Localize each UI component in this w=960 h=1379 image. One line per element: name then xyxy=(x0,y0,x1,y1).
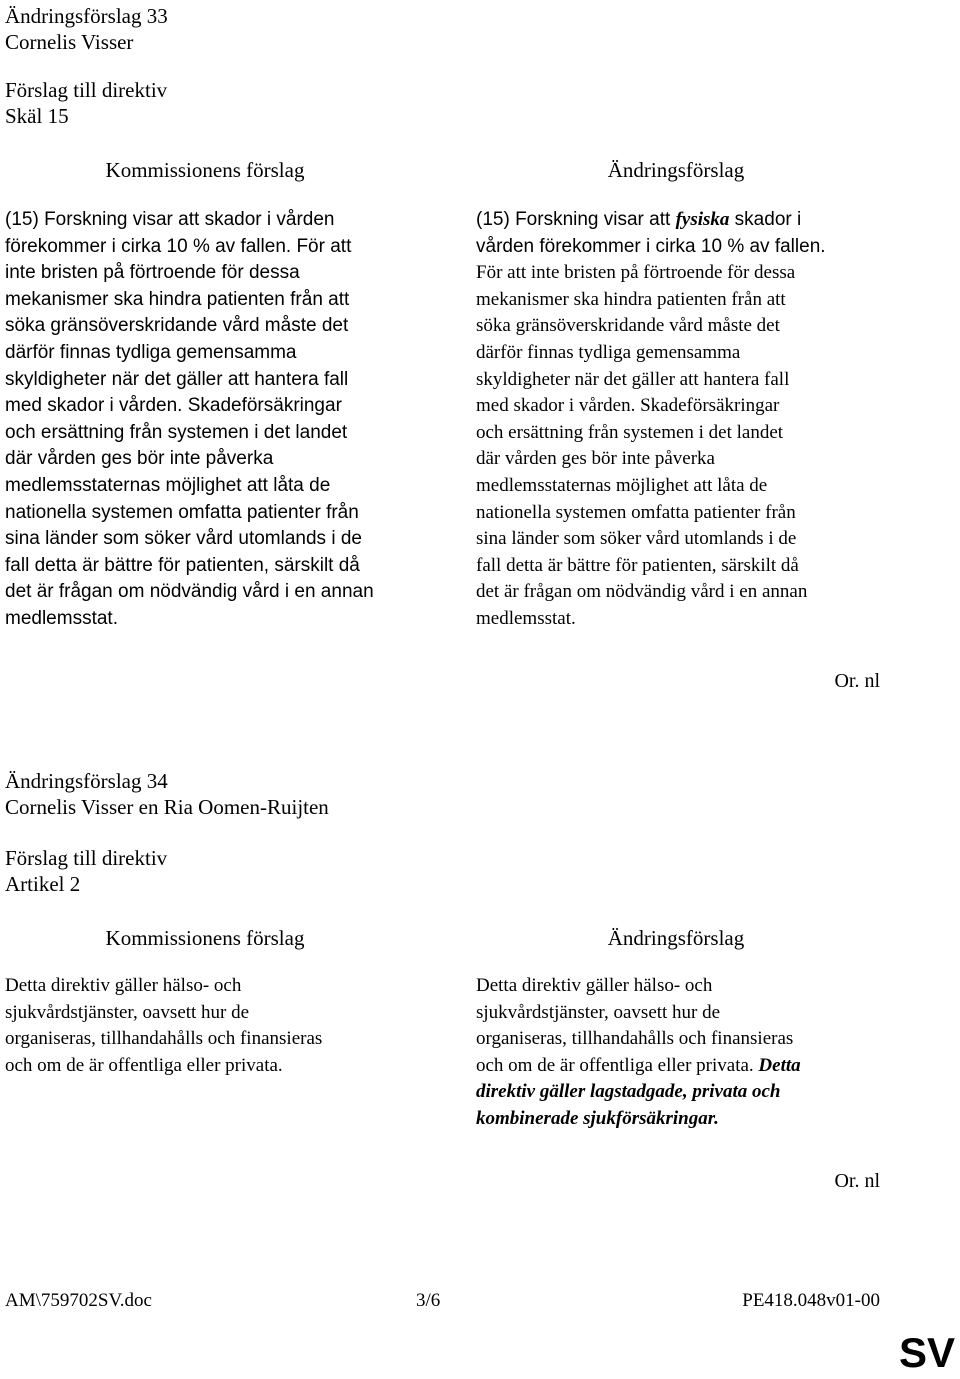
amendment-34-left-column-heading: Kommissionens förslag xyxy=(105,926,305,950)
amended-text-sentence-3: Skadeförsäkringar och ersättning från systemen i det landet där vården ges bör inte påverka medlemsstaternas möjlighet att låta de nationella systemen omfatta patienter från sina länder som söker vård utomlands i de fall detta är bättre för patienten, särskilt då det är frågan om nödvändig vård i en annan medlemsstat. xyxy=(476,395,808,629)
amended-text-sentence-1c: skador i vården förekommer i cirka 10 % av fallen. xyxy=(476,209,826,257)
amendment-34-reference: Artikel 2 xyxy=(5,872,81,896)
amendment-33-proposal: Förslag till direktiv xyxy=(5,78,168,102)
footer-language-code: SV xyxy=(898,1329,955,1376)
amended-text-added-part: Detta direktiv gäller lagstadgade, privata och kombinerade sjukförsäkringar. xyxy=(476,1054,801,1129)
footer-page-number: 3/6 xyxy=(416,1290,441,1311)
amendment-34-author: Cornelis Visser en Ria Oomen-Ruijten xyxy=(5,795,329,819)
amendment-33-commission-text xyxy=(5,207,415,633)
footer-document-name: AM\759702SV.doc xyxy=(5,1290,152,1311)
amendment-34-number: Ändringsförslag 34 xyxy=(5,769,168,793)
amendment-34-proposal: Förslag till direktiv xyxy=(5,846,168,870)
amended-text-sentence-1a: (15) Forskning visar att xyxy=(476,209,676,230)
amendment-33-original-language: Or. nl xyxy=(834,670,880,692)
amendment-34-right-column-heading: Ändringsförslag xyxy=(607,926,745,950)
commission-text-sentence-2: För att inte bristen på förtroende för dessa mekanismer ska hindra patienten från att söka gränsöverskridande vård måste det därför finnas tydliga gemensamma skyldigheter när det gäller att hantera fall med skador i vården. xyxy=(5,235,352,417)
amended-text-sentence-2: För att inte bristen på förtroende för dessa mekanismer ska hindra patienten från att söka gränsöverskridande vård måste det därför finnas tydliga gemensamma skyldigheter när det gäller att hantera fall med skador i vården. xyxy=(476,262,796,417)
amendment-33-amended-text xyxy=(476,207,886,633)
amendment-34-commission-text: Detta direktiv gäller hälso- och sjukvårdstjänster, oavsett hur de organiseras, tillhandahålls och finansieras och om de är offentliga eller privata. xyxy=(5,975,323,1076)
commission-text-sentence-1: (15) Forskning visar att skador i vården förekommer i cirka 10 % av fallen. xyxy=(5,209,335,257)
amendment-33-author: Cornelis Visser xyxy=(5,30,134,54)
footer-reference: PE418.048v01-00 xyxy=(742,1290,880,1311)
commission-text-sentence-3: Skadeförsäkringar och ersättning från systemen i det landet där vården ges bör inte påverka medlemsstaternas möjlighet att låta de nationella systemen omfatta patienter från sina länder som söker vård utomlands i de fall detta är bättre för patienten, särskilt då det är frågan om nödvändig vård i en annan medlemsstat. xyxy=(5,395,374,629)
amendment-33-left-column-heading: Kommissionens förslag xyxy=(105,158,305,182)
amended-text-added-word: fysiska xyxy=(675,209,730,230)
amendment-33-number: Ändringsförslag 33 xyxy=(5,4,168,28)
amendment-33-right-column-heading: Ändringsförslag xyxy=(607,158,745,182)
amended-text-original-part: Detta direktiv gäller hälso- och sjukvårdstjänster, oavsett hur de organiseras, tillhandahålls och finansieras och om de är offentliga eller privata. xyxy=(476,975,794,1076)
amendment-34-amended-text xyxy=(476,973,886,1133)
amendment-34-original-language: Or. nl xyxy=(834,1170,880,1192)
amendment-33-reference: Skäl 15 xyxy=(5,104,69,128)
